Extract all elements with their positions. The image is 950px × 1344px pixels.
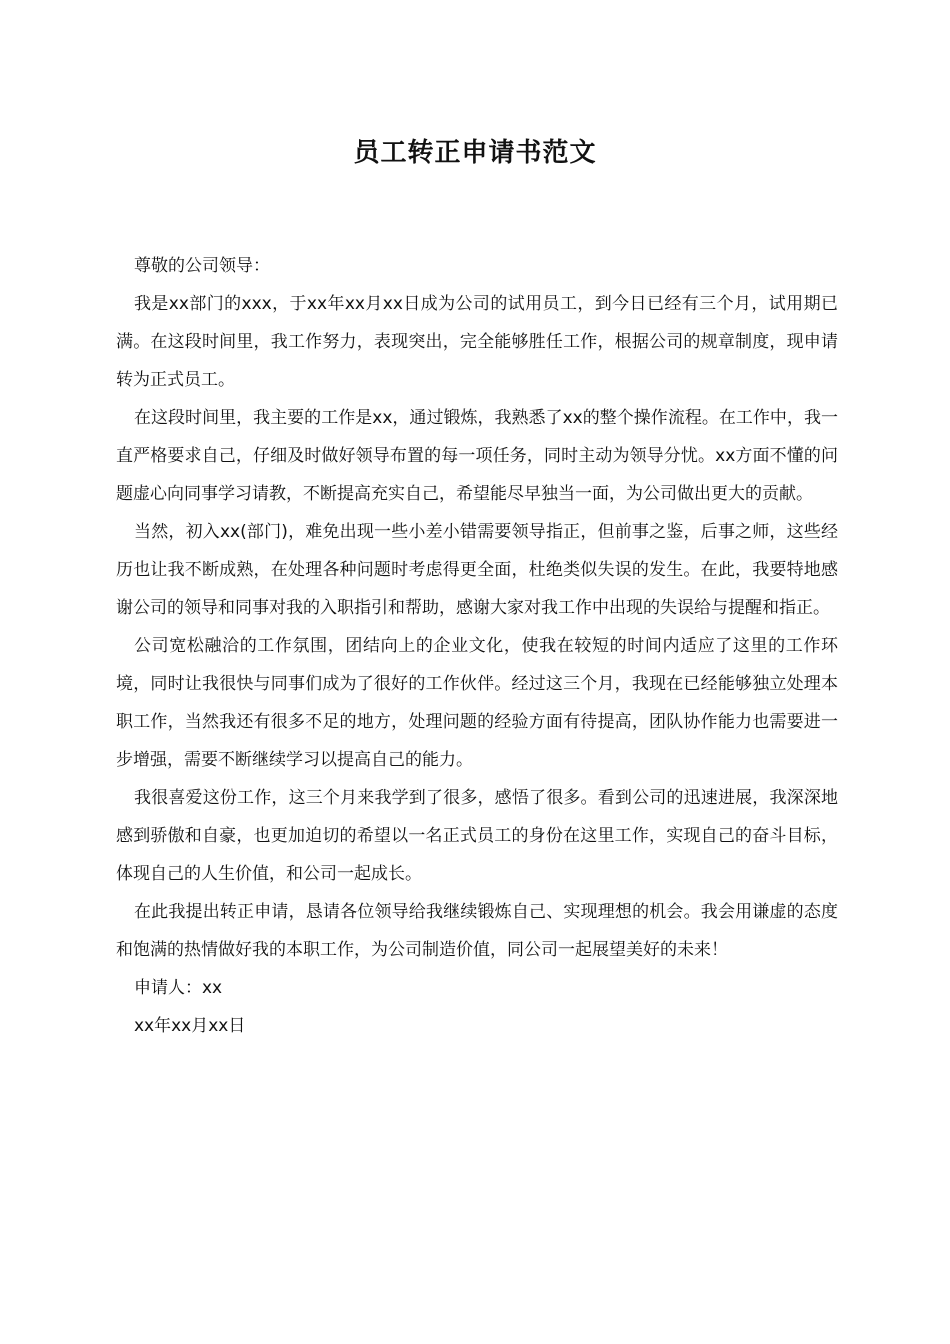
paragraph: 我很喜爱这份工作，这三个月来我学到了很多，感悟了很多。看到公司的迅速进展，我深深地感到骄傲和自豪，也更加迫切的希望以一名正式员工的身份在这里工作，实现自己的奋斗目标，体现自己的人生价值，和公司一起成长。 [116,788,838,884]
application-date: xx年xx月xx日 [134,1016,246,1036]
document-body [116,247,838,1045]
paragraph: 当然，初入xx(部门)，难免出现一些小差小错需要领导指正，但前事之鉴，后事之师，这些经历也让我不断成熟，在处理各种问题时考虑得更全面，杜绝类似失误的发生。在此，我要特地感谢公司的领导和同事对我的入职指引和帮助，感谢大家对我工作中出现的失误给与提醒和指正。 [116,522,838,618]
paragraph: 在此我提出转正申请，恳请各位领导给我继续锻炼自己、实现理想的机会。我会用谦虚的态度和饱满的热情做好我的本职工作，为公司制造价值，同公司一起展望美好的未来！ [116,902,838,960]
applicant-signature: 申请人：xx [134,978,223,998]
paragraph: 我是xx部门的xxx，于xx年xx月xx日成为公司的试用员工，到今日已经有三个月，试用期已满。在这段时间里，我工作努力，表现突出，完全能够胜任工作，根据公司的规章制度，现申请转为正式员工。 [116,294,838,390]
document-title: 员工转正申请书范文 [353,138,597,168]
paragraph: 公司宽松融洽的工作氛围，团结向上的企业文化，使我在较短的时间内适应了这里的工作环境，同时让我很快与同事们成为了很好的工作伙伴。经过这三个月，我现在已经能够独立处理本职工作，当然我还有很多不足的地方，处理问题的经验方面有待提高，团队协作能力也需要进一步增强，需要不断继续学习以提高自己的能力。 [116,636,838,770]
salutation: 尊敬的公司领导： [134,256,270,276]
paragraph: 在这段时间里，我主要的工作是xx，通过锻炼，我熟悉了xx的整个操作流程。在工作中，我一直严格要求自己，仔细及时做好领导布置的每一项任务，同时主动为领导分忧。xx方面不懂的问题虚心向同事学习请教，不断提高充实自己，希望能尽早独当一面，为公司做出更大的贡献。 [116,408,838,504]
